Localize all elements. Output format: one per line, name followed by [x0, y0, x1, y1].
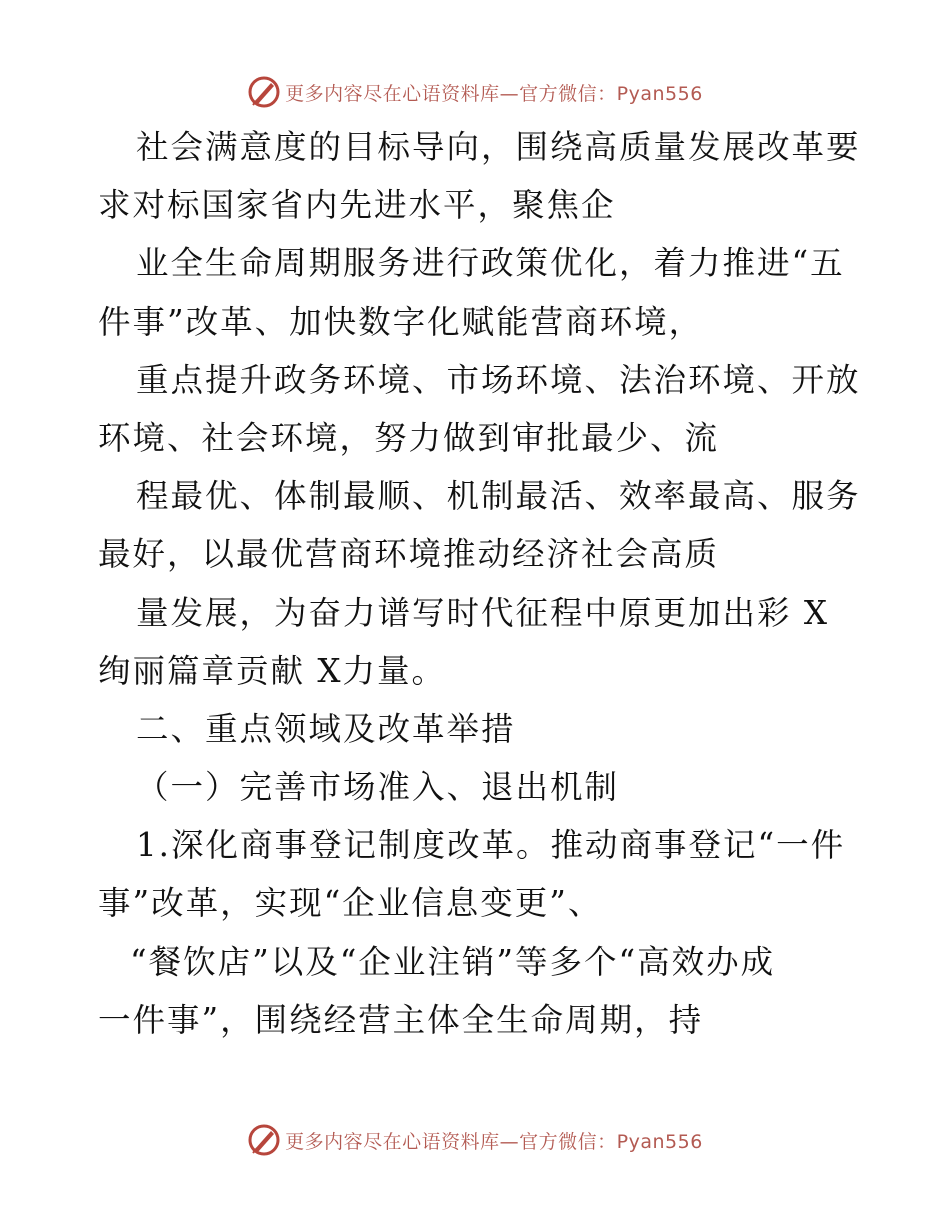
body-line: 件事”改革、加快数字化赋能营商环境，	[98, 302, 704, 341]
document-body	[98, 118, 861, 1049]
body-line: 重点提升政务环境、市场环境、法治环境、开放	[136, 360, 861, 399]
quill-logo-icon	[247, 1123, 281, 1157]
body-line: 事”改革，实现“企业信息变更”、	[98, 884, 603, 923]
body-line: “餐饮店”以及“企业注销”等多个“高效办成	[130, 942, 776, 981]
body-line: 一件事”，围绕经营主体全生命周期，持	[98, 1000, 704, 1039]
body-line: 程最优、体制最顺、机制最活、效率最高、服务	[136, 477, 861, 516]
body-line: 绚丽篇章贡献 X力量。	[98, 651, 446, 690]
quill-logo-icon	[247, 75, 281, 109]
section-heading: 二、重点领域及改革举措	[136, 709, 516, 748]
footer-banner-text: 更多内容尽在心语资料库—官方微信：Pyan556	[285, 1130, 703, 1153]
body-line: 最好，以最优营商环境推动经济社会高质	[98, 535, 720, 574]
body-line: 环境、社会环境，努力做到审批最少、流	[98, 418, 720, 457]
footer-banner	[0, 1120, 950, 1160]
header-banner	[0, 72, 950, 112]
body-line: 量发展，为奋力谱写时代征程中原更加出彩 X	[136, 593, 829, 632]
subsection-heading: （一）完善市场准入、退出机制	[136, 768, 620, 807]
body-line: 业全生命周期服务进行政策优化，着力推进“五	[136, 244, 845, 283]
header-banner-text: 更多内容尽在心语资料库—官方微信：Pyan556	[285, 82, 703, 105]
body-line: 社会满意度的目标导向，围绕高质量发展改革要	[136, 128, 861, 166]
body-line: 求对标国家省内先进水平，聚焦企	[98, 186, 616, 225]
body-line: 1.深化商事登记制度改革。推动商事登记“一件	[136, 826, 846, 865]
